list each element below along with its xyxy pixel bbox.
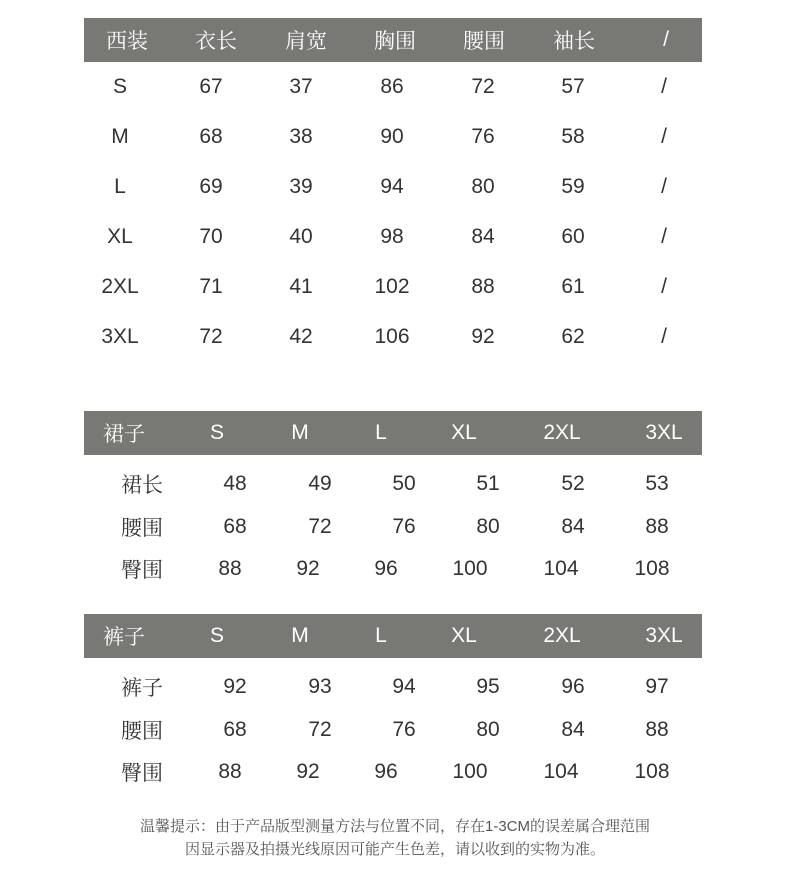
value-cell: 37 [289, 75, 313, 98]
value-cell: 76 [392, 514, 416, 538]
value-cell: 72 [308, 717, 332, 741]
value-cell: 86 [380, 75, 404, 98]
value-cell: 68 [223, 717, 247, 741]
value-cell: 100 [452, 760, 488, 784]
value-cell: 38 [289, 125, 313, 148]
value-cell: 71 [199, 275, 223, 298]
value-cell: 42 [289, 325, 313, 348]
value-cell: 84 [561, 717, 585, 741]
value-cell: 92 [296, 760, 320, 784]
suit-size-table [84, 18, 702, 362]
value-cell: 104 [543, 557, 579, 581]
table-row [84, 463, 702, 506]
table-row [84, 162, 702, 212]
value-cell: 106 [374, 325, 410, 348]
header-cell: XL [451, 624, 477, 647]
value-cell: 52 [561, 472, 585, 496]
value-cell: 80 [476, 717, 500, 741]
value-cell: / [661, 225, 667, 248]
value-cell: 40 [289, 225, 313, 248]
value-cell: 51 [476, 472, 500, 496]
value-cell: 93 [308, 675, 332, 699]
value-cell: 58 [561, 125, 585, 148]
value-cell: 84 [471, 225, 495, 248]
value-cell: 59 [561, 175, 585, 198]
value-cell: 98 [380, 225, 404, 248]
header-cell: 西装 [106, 30, 148, 53]
value-cell: 92 [223, 675, 247, 699]
note-line-1: 温馨提示：由于产品版型测量方法与位置不同，存在1-3CM的误差属合理范围 [139, 818, 650, 835]
value-cell: 76 [471, 125, 495, 148]
measure-label: 裤子 [121, 677, 163, 701]
header-cell: L [375, 421, 387, 444]
table-row [84, 62, 702, 112]
header-cell: 3XL [645, 624, 683, 647]
value-cell: 92 [296, 557, 320, 581]
value-cell: 88 [218, 760, 242, 784]
value-cell: 88 [645, 717, 669, 741]
table-row [84, 212, 702, 262]
measurement-note [0, 815, 790, 861]
value-cell: 67 [199, 75, 223, 98]
skirt-body [84, 455, 702, 591]
value-cell: 72 [199, 325, 223, 348]
measure-label: 臀围 [121, 559, 163, 583]
header-cell: 胸围 [374, 30, 416, 53]
pants-size-table [84, 614, 702, 794]
value-cell: 68 [223, 514, 247, 538]
size-cell: M [111, 125, 129, 148]
value-cell: 88 [471, 275, 495, 298]
header-cell: 衣长 [195, 30, 237, 53]
table-row [84, 506, 702, 549]
value-cell: 72 [308, 514, 332, 538]
header-cell: 3XL [645, 421, 683, 444]
header-cell: 肩宽 [285, 30, 327, 53]
size-cell: S [112, 75, 128, 98]
value-cell: 41 [289, 275, 313, 298]
value-cell: 72 [471, 75, 495, 98]
suit-header-row [84, 18, 702, 62]
value-cell: 76 [392, 717, 416, 741]
header-cell: 2XL [543, 421, 581, 444]
value-cell: / [661, 175, 667, 198]
value-cell: / [661, 325, 667, 348]
value-cell: 95 [476, 675, 500, 699]
value-cell: 84 [561, 514, 585, 538]
table-row [84, 548, 702, 591]
skirt-size-table [84, 411, 702, 591]
value-cell: 97 [645, 675, 669, 699]
value-cell: 49 [308, 472, 332, 496]
header-cell: S [209, 624, 225, 647]
value-cell: 108 [634, 557, 670, 581]
table-row [84, 262, 702, 312]
measure-label: 裙长 [121, 474, 163, 498]
note-line-2: 因显示器及拍摄光线原因可能产生色差，请以收到的实物为准。 [184, 841, 605, 858]
header-cell: XL [451, 421, 477, 444]
value-cell: 108 [634, 760, 670, 784]
value-cell: 50 [392, 472, 416, 496]
value-cell: 92 [471, 325, 495, 348]
value-cell: 80 [476, 514, 500, 538]
measure-label: 腰围 [121, 516, 163, 540]
value-cell: 96 [374, 760, 398, 784]
size-cell: 2XL [101, 275, 139, 298]
header-cell: / [663, 28, 669, 51]
value-cell: 57 [561, 75, 585, 98]
value-cell: 60 [561, 225, 585, 248]
pants-body [84, 658, 702, 794]
table-row [84, 312, 702, 362]
suit-body [84, 62, 702, 362]
table-row [84, 709, 702, 752]
skirt-header-row [84, 411, 702, 455]
header-cell: S [209, 421, 225, 444]
measure-label: 臀围 [121, 762, 163, 786]
header-cell: 裤子 [103, 626, 145, 649]
value-cell: 94 [380, 175, 404, 198]
value-cell: / [661, 75, 667, 98]
value-cell: / [661, 125, 667, 148]
header-cell: M [291, 624, 309, 647]
header-cell: 袖长 [553, 30, 595, 53]
size-cell: L [114, 175, 126, 198]
value-cell: 96 [374, 557, 398, 581]
value-cell: 48 [223, 472, 247, 496]
pants-header-row [84, 614, 702, 658]
value-cell: 61 [561, 275, 585, 298]
header-cell: 腰围 [463, 30, 505, 53]
size-cell: 3XL [101, 325, 139, 348]
value-cell: 88 [218, 557, 242, 581]
value-cell: 90 [380, 125, 404, 148]
value-cell: 53 [645, 472, 669, 496]
value-cell: 100 [452, 557, 488, 581]
value-cell: 69 [199, 175, 223, 198]
table-row [84, 751, 702, 794]
value-cell: 102 [374, 275, 410, 298]
value-cell: 96 [561, 675, 585, 699]
value-cell: 80 [471, 175, 495, 198]
measure-label: 腰围 [121, 719, 163, 743]
value-cell: 62 [561, 325, 585, 348]
size-cell: XL [107, 225, 133, 248]
value-cell: 94 [392, 675, 416, 699]
table-row [84, 112, 702, 162]
table-row [84, 666, 702, 709]
header-cell: L [375, 624, 387, 647]
header-cell: 2XL [543, 624, 581, 647]
value-cell: / [661, 275, 667, 298]
value-cell: 104 [543, 760, 579, 784]
value-cell: 68 [199, 125, 223, 148]
header-cell: 裙子 [103, 423, 145, 446]
value-cell: 70 [199, 225, 223, 248]
header-cell: M [291, 421, 309, 444]
value-cell: 39 [289, 175, 313, 198]
value-cell: 88 [645, 514, 669, 538]
